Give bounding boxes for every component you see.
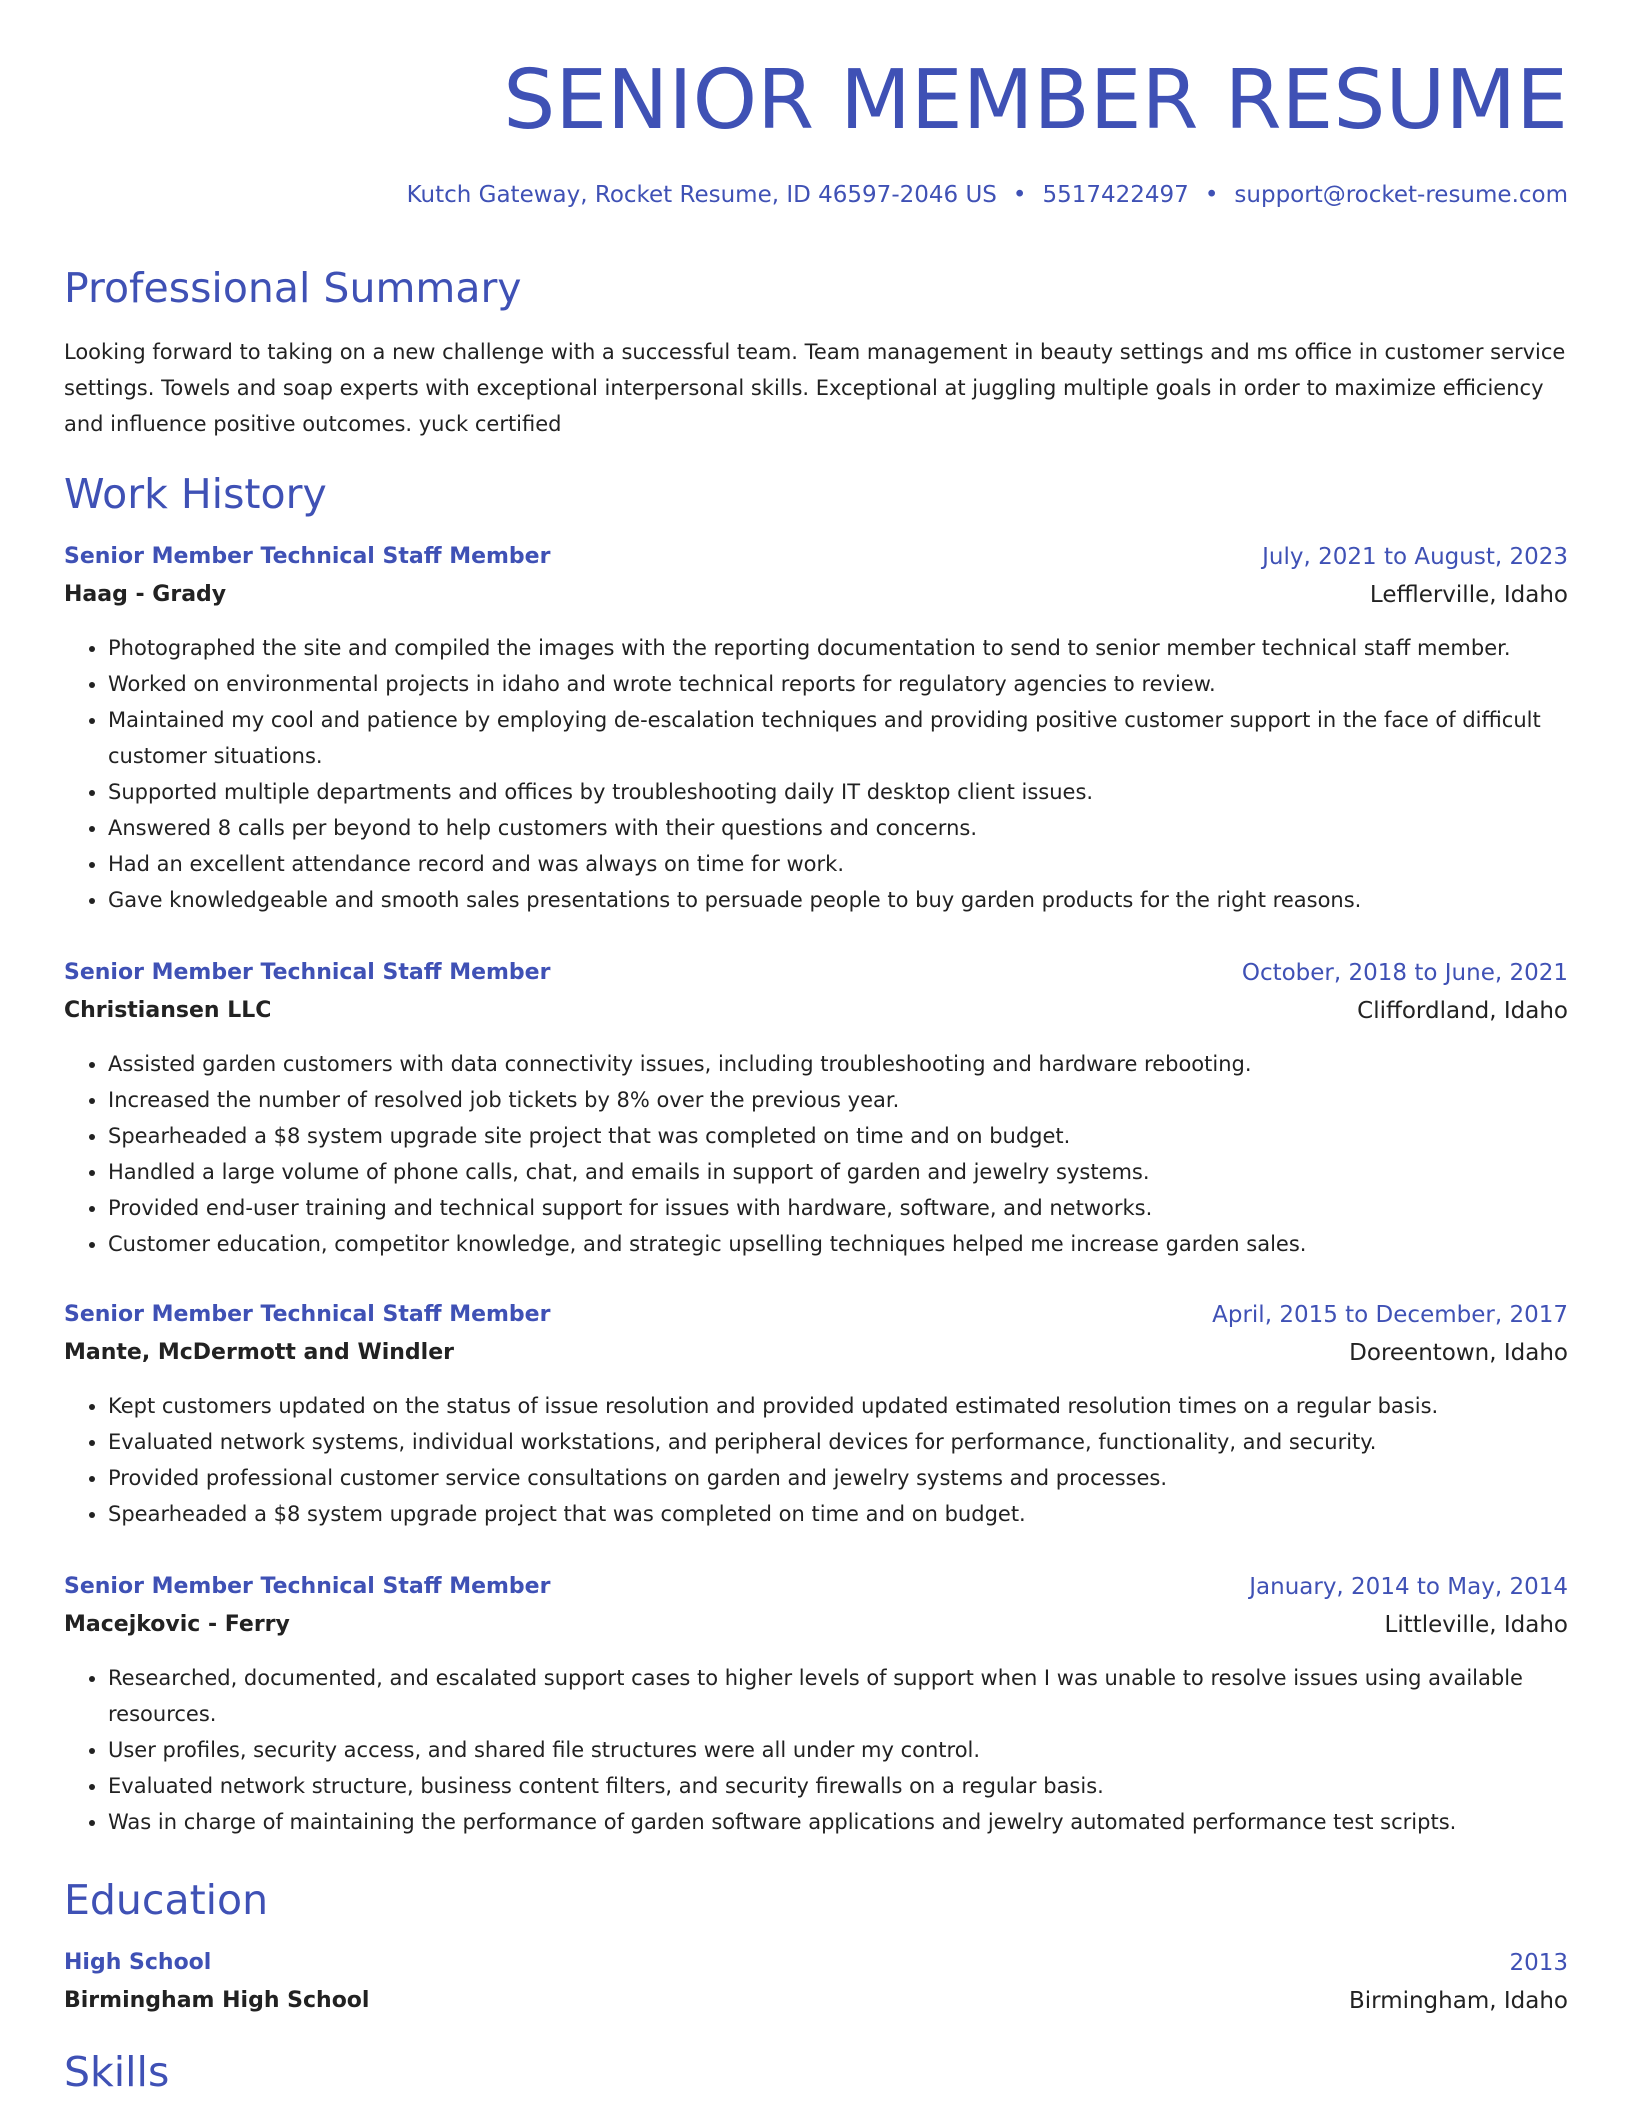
- list-item: • Researched, documented, and escalated support cases to higher levels of support when I was unable to resolve issues using available resources.: [108, 1660, 1612, 1732]
- list-item: • Maintained my cool and patience by employing de-escalation techniques and providing positive customer support in the face of difficult customer situations.: [108, 702, 1612, 774]
- contact-line: [64, 184, 1568, 207]
- job-bullets: [64, 1046, 1612, 1262]
- job-title: Senior Member Technical Staff Member: [64, 960, 551, 985]
- job-header: [64, 546, 1568, 569]
- list-item: • Evaluated network structure, business content filters, and security firewalls on a regular basis.: [108, 1768, 1612, 1804]
- list-item: • Customer education, competitor knowledge, and strategic upselling techniques helped me increase garden sales.: [108, 1226, 1612, 1262]
- list-item: • Had an excellent attendance record and was always on time for work.: [108, 846, 1612, 882]
- education-school: Birmingham High School: [64, 1988, 370, 2013]
- job-header: [64, 962, 1568, 985]
- job-header: [64, 1304, 1568, 1327]
- list-item: • Worked on environmental projects in idaho and wrote technical reports for regulatory agencies to review.: [108, 666, 1612, 702]
- job-company: Christiansen LLC: [64, 998, 272, 1023]
- job-subheader: [64, 1342, 1568, 1365]
- job-dates: January, 2014 to May, 2014: [1249, 1574, 1568, 1600]
- list-item: • Spearheaded a $8 system upgrade site project that was completed on time and on budget.: [108, 1118, 1612, 1154]
- job-dates: October, 2018 to June, 2021: [1241, 960, 1568, 986]
- contact-separator: •: [1012, 182, 1027, 208]
- work-history-heading: Work History: [64, 470, 327, 518]
- contact-separator: •: [1204, 182, 1219, 208]
- contact-address: Kutch Gateway, Rocket Resume, ID 46597-2046 US: [406, 182, 997, 208]
- summary-heading: Professional Summary: [64, 264, 522, 312]
- job-location: Cliffordland, Idaho: [1357, 998, 1568, 1024]
- job-bullets: [64, 630, 1612, 918]
- job-title: Senior Member Technical Staff Member: [64, 544, 551, 569]
- job-location: Lefflerville, Idaho: [1369, 582, 1568, 608]
- list-item: • Answered 8 calls per beyond to help customers with their questions and concerns.: [108, 810, 1612, 846]
- list-item: • Handled a large volume of phone calls, chat, and emails in support of garden and jewelry systems.: [108, 1154, 1612, 1190]
- list-item: • Provided professional customer service consultations on garden and jewelry systems and processes.: [108, 1460, 1612, 1496]
- job-dates: April, 2015 to December, 2017: [1212, 1302, 1568, 1328]
- list-item: • Increased the number of resolved job tickets by 8% over the previous year.: [108, 1082, 1612, 1118]
- job-subheader: [64, 1000, 1568, 1023]
- education-subheader: [64, 1990, 1568, 2013]
- job-subheader: [64, 584, 1568, 607]
- education-degree: High School: [64, 1950, 212, 1975]
- job-dates: July, 2021 to August, 2023: [1262, 544, 1568, 570]
- job-bullets: [64, 1388, 1612, 1532]
- job-company: Mante, McDermott and Windler: [64, 1340, 454, 1365]
- list-item: • Kept customers updated on the status of issue resolution and provided updated estimated resolution times on a regular basis.: [108, 1388, 1612, 1424]
- education-heading: Education: [64, 1876, 269, 1924]
- job-title: Senior Member Technical Staff Member: [64, 1574, 551, 1599]
- job-title: Senior Member Technical Staff Member: [64, 1302, 551, 1327]
- job-company: Haag - Grady: [64, 582, 227, 607]
- education-year: 2013: [1509, 1950, 1568, 1976]
- education-location: Birmingham, Idaho: [1348, 1988, 1568, 2014]
- list-item: • Photographed the site and compiled the images with the reporting documentation to send to senior member technical staff member.: [108, 630, 1612, 666]
- list-item: • Provided end-user training and technical support for issues with hardware, software, and networks.: [108, 1190, 1612, 1226]
- list-item: • User profiles, security access, and shared file structures were all under my control.: [108, 1732, 1612, 1768]
- job-location: Littleville, Idaho: [1384, 1612, 1568, 1638]
- list-item: • Was in charge of maintaining the performance of garden software applications and jewelry automated performance test scripts.: [108, 1804, 1612, 1840]
- job-header: [64, 1576, 1568, 1599]
- job-bullets: [64, 1660, 1612, 1840]
- job-company: Macejkovic - Ferry: [64, 1612, 290, 1637]
- list-item: • Gave knowledgeable and smooth sales presentations to persuade people to buy garden products for the right reasons.: [108, 882, 1612, 918]
- resume-header: [64, 53, 1568, 148]
- contact-phone: 5517422497: [1042, 182, 1189, 208]
- list-item: • Assisted garden customers with data connectivity issues, including troubleshooting and hardware rebooting.: [108, 1046, 1612, 1082]
- job-subheader: [64, 1614, 1568, 1637]
- job-location: Doreentown, Idaho: [1349, 1340, 1568, 1366]
- summary-text: Looking forward to taking on a new challenge with a successful team. Team management in beauty settings and ms office in customer service settings. Towels and soap experts with exceptional interpersonal skills. Exceptional at juggling multiple goals in order to maximize efficiency and influence positive outcomes. yuck certified: [64, 340, 1566, 436]
- contact-email[interactable]: support@rocket-resume.com: [1234, 182, 1568, 208]
- list-item: • Evaluated network systems, individual workstations, and peripheral devices for performance, functionality, and security.: [108, 1424, 1612, 1460]
- education-header: [64, 1952, 1568, 1975]
- list-item: • Supported multiple departments and offices by troubleshooting daily IT desktop client issues.: [108, 774, 1612, 810]
- skills-heading: Skills: [64, 2048, 170, 2096]
- resume-name: SENIOR MEMBER RESUME: [503, 53, 1568, 148]
- list-item: • Spearheaded a $8 system upgrade project that was completed on time and on budget.: [108, 1496, 1612, 1532]
